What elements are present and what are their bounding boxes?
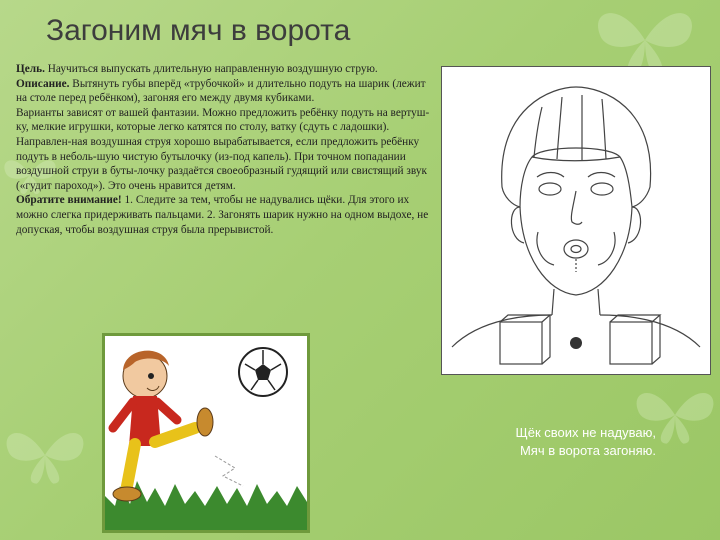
poem-line-2: Мяч в ворота загоняю. <box>519 443 656 458</box>
goal-text: Научиться выпускать длительную направленную воздушную струю. <box>44 63 378 75</box>
poem <box>468 424 656 460</box>
description-label: Описание. <box>16 77 70 90</box>
goal-label: Цель. <box>16 63 45 75</box>
description-paragraph <box>16 77 431 106</box>
attention-text: 1. Следите за тем, чтобы не надувались щёки. Для этого их можно слегка придерживать пальцами. 2. Загонять шарик нужно на одном выдохе, не допуская, чтобы воздушная струя была прерывистой. <box>16 194 429 236</box>
goal-paragraph <box>16 62 431 77</box>
poem-line-1: Щёк своих не надуваю, <box>515 425 656 440</box>
butterfly-icon <box>0 420 90 490</box>
exercise-description <box>16 62 431 237</box>
page-title: Загоним мяч в ворота <box>46 14 351 47</box>
face-illustration <box>441 66 711 375</box>
description-text: Вытянуть губы вперёд «трубочкой» и длительно подуть на шарик (лежит на столе перед ребёнком), загоняя его между двумя кубиками. <box>16 77 426 105</box>
attention-paragraph <box>16 193 431 237</box>
variants-paragraph: Варианты зависят от вашей фантазии. Можно предложить ребёнку подуть на вертуш-ку, мелкие игрушки, которые легко катятся по столу, ватку (сдуть с ладошки). Направлен-ная воздушная струя хорошо вырабатывается, если предложить ребёнку подуть в неболь-шую чистую бутылочку (из-под капель). При точном попадании воздушной струи в буты-лочку раздаётся своеобразный гудящий или свистящий звук («гудит пароход»). Это очень нравится детям. <box>16 106 430 192</box>
attention-label: Обратите внимание! <box>16 194 122 207</box>
boy-kicking-ball-illustration <box>102 333 310 533</box>
